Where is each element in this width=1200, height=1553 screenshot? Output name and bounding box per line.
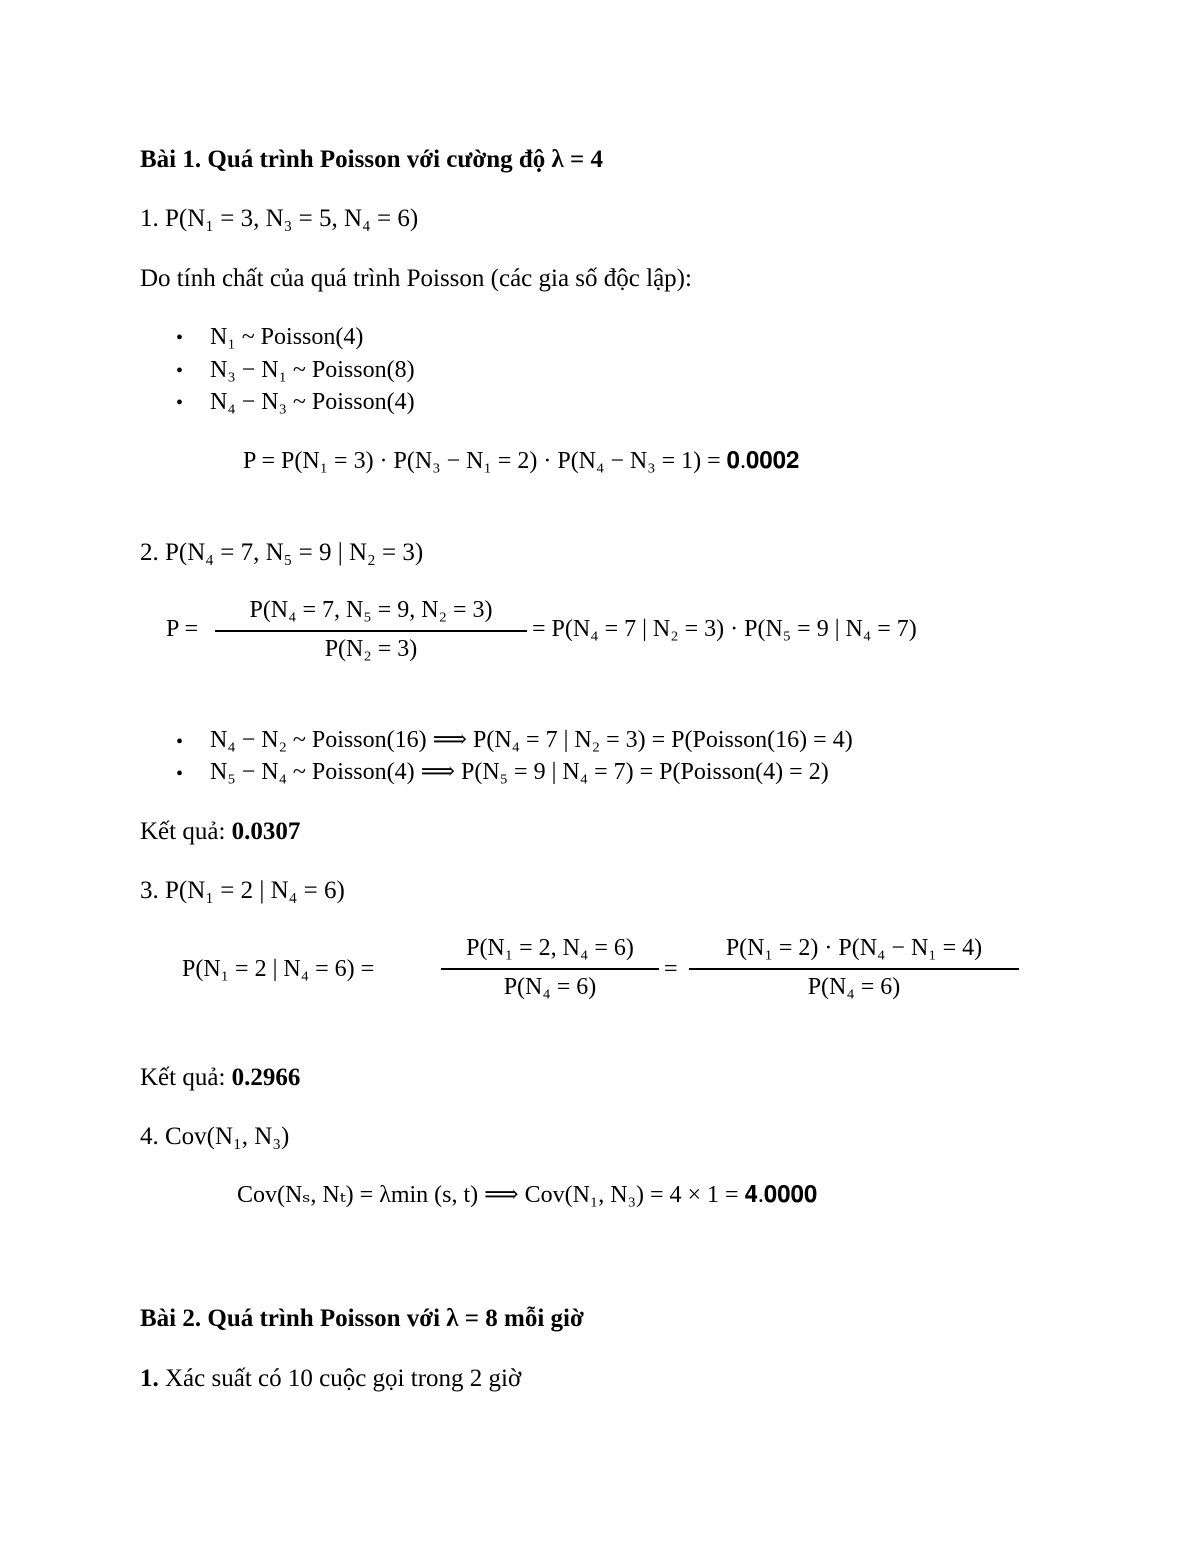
q2-numerator: P(N₄ = 7, N₅ = 9, N₂ = 3) [249,597,493,623]
q3-equals: = [664,956,678,982]
q2-heading: 2. P(N₄ = 7, N₅ = 9 | N₂ = 3) [140,539,424,566]
q1-intro: Do tính chất của quá trình Poisson (các gia số độc lập): [140,265,692,292]
q3-result [140,1063,300,1093]
bullet-dot: • [176,731,184,753]
result-value: 0.2966 [231,1064,301,1091]
q2-fraction-bar [215,630,527,632]
q3-denominator-2: P(N₄ = 6) [807,974,901,1000]
q2-rhs: = P(N₄ = 7 | N₂ = 3) · P(N₅ = 9 | N₄ = 7) [532,616,917,642]
section2-title: Bài 2. Quá trình Poisson với λ = 8 mỗi giờ [140,1305,584,1332]
bullet-dot: • [176,360,184,382]
result-label: Kết quả: [140,1064,232,1091]
q3-lhs: P(N₁ = 2 | N₄ = 6) = [182,956,375,982]
q3-numerator-1: P(N₁ = 2, N₄ = 6) [466,935,634,961]
q2-lhs: P = [166,616,198,642]
bullet-dot: • [176,327,184,349]
q2-result [140,817,300,847]
q1-bullet-1: N₁ ~ Poisson(4) [210,324,364,350]
q2-bullet-2: N₅ − N₄ ~ Poisson(4) ⟹ P(N₅ = 9 | N₄ = 7) = P(Poisson(4) = 2) [210,759,829,785]
q3-fraction-bar-1 [441,968,659,970]
q4-formula: Cov(Nₛ, Nₜ) = λmin (s, t) ⟹ Cov(N₁, N₃) = 4 × 1 = 𝟒.𝟎𝟎𝟎𝟎 [237,1182,818,1208]
q3-numerator-2: P(N₁ = 2) · P(N₄ − N₁ = 4) [725,935,983,961]
q3-heading: 3. P(N₁ = 2 | N₄ = 6) [140,877,345,904]
question-text: Xác suất có 10 cuộc gọi trong 2 giờ [158,1365,522,1392]
q1-heading: 1. P(N₁ = 3, N₃ = 5, N₄ = 6) [140,205,419,232]
result-value: 0.0307 [231,818,301,845]
q2-bullet-1: N₄ − N₂ ~ Poisson(16) ⟹ P(N₄ = 7 | N₂ = 3) = P(Poisson(16) = 4) [210,727,853,753]
q3-denominator-1: P(N₄ = 6) [503,974,597,1000]
q2-denominator: P(N₂ = 3) [324,636,418,662]
q1-bullet-3: N₄ − N₃ ~ Poisson(4) [210,389,415,415]
bullet-dot: • [176,392,184,414]
q3-fraction-bar-2 [689,968,1019,970]
q4-heading: 4. Cov(N₁, N₃) [140,1123,290,1150]
question-number: 1. [140,1365,159,1392]
section2-q1 [140,1364,521,1394]
q1-bullet-2: N₃ − N₁ ~ Poisson(8) [210,357,415,383]
section1-title: Bài 1. Quá trình Poisson với cường độ λ = 4 [140,146,604,173]
result-label: Kết quả: [140,818,232,845]
bullet-dot: • [176,763,184,785]
q1-formula: P = P(N₁ = 3) · P(N₃ − N₁ = 2) · P(N₄ − N₃ = 1) = 𝟎.𝟎𝟎𝟎𝟐 [243,448,800,474]
